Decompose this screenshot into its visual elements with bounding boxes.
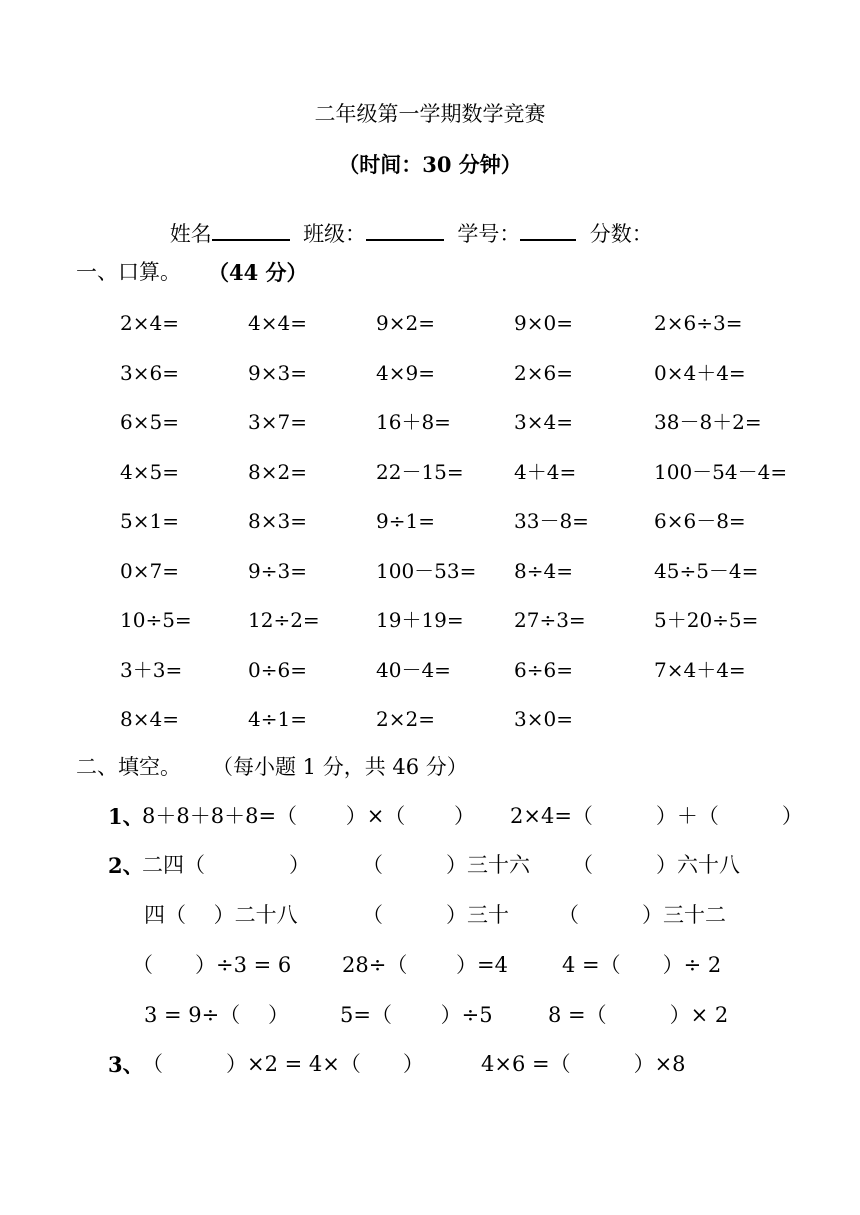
oral-calc-row	[0, 313, 860, 339]
oral-calc-item: 100－54－4=	[654, 460, 788, 484]
oral-calc-item: 4×9=	[376, 361, 435, 385]
student-info-line	[143, 203, 653, 266]
page-title: 二年级第一学期数学竞赛	[314, 102, 546, 126]
class-blank[interactable]	[366, 238, 444, 241]
section1-points: （44 分）	[208, 260, 308, 285]
q2-line2-item: （ ）三十二	[558, 903, 726, 927]
number-label: 学号：	[457, 222, 521, 246]
oral-calc-item: 33－8=	[514, 509, 589, 533]
name-blank[interactable]	[212, 238, 290, 241]
oral-calc-item: 2×6÷3=	[654, 311, 743, 335]
oral-calc-item: 9÷1=	[376, 509, 435, 533]
section2-points: （每小题 1 分，共 46 分）	[212, 755, 468, 779]
oral-calc-item: 45÷5－4=	[654, 559, 759, 583]
oral-calc-item: 2×6=	[514, 361, 573, 385]
q3-number: 3、	[108, 1052, 144, 1077]
oral-calc-item: 4×5=	[120, 460, 179, 484]
oral-calc-item: 22－15=	[376, 460, 464, 484]
oral-calc-row	[0, 462, 860, 488]
section1-heading: 一、口算。	[76, 260, 181, 284]
oral-calc-row	[0, 610, 860, 636]
oral-calc-row	[0, 709, 860, 735]
oral-calc-item: 19＋19=	[376, 608, 464, 632]
oral-calc-item: 3＋3=	[120, 658, 183, 682]
q2-line3-item: 28÷（ ）=4	[342, 953, 508, 977]
name-label: 姓名	[169, 222, 212, 246]
q1-part-a: 8＋8＋8＋8=（ ）×（ ）	[142, 804, 475, 828]
oral-calc-item: 3×0=	[514, 707, 573, 731]
score-label: 分数：	[589, 222, 653, 246]
time-limit: （时间：30 分钟）	[338, 152, 522, 177]
oral-calc-item: 2×4=	[120, 311, 179, 335]
oral-calc-item: 38－8＋2=	[654, 410, 762, 434]
oral-calc-item: 6×5=	[120, 410, 179, 434]
oral-calc-row	[0, 363, 860, 389]
oral-calc-item: 8÷4=	[514, 559, 573, 583]
oral-calc-item: 3×4=	[514, 410, 573, 434]
oral-calc-item: 7×4＋4=	[654, 658, 746, 682]
q2-line4-item: 5=（ ）÷5	[340, 1003, 493, 1027]
oral-calc-item: 4÷1=	[248, 707, 307, 731]
oral-calc-row	[0, 660, 860, 686]
oral-calc-item: 3×7=	[248, 410, 307, 434]
section2-heading: 二、填空。	[76, 755, 181, 779]
oral-calc-item: 6÷6=	[514, 658, 573, 682]
q2-line1-item: （ ）六十八	[572, 853, 740, 877]
oral-calc-item: 6×6－8=	[654, 509, 746, 533]
q2-number: 2、	[108, 853, 144, 878]
class-label: 班级：	[303, 222, 367, 246]
q2-line2-item: 四（ ）二十八	[144, 903, 298, 927]
oral-calc-item: 40－4=	[376, 658, 451, 682]
oral-calc-item: 27÷3=	[514, 608, 586, 632]
oral-calc-item: 100－53=	[376, 559, 477, 583]
oral-calc-item: 0×4＋4=	[654, 361, 746, 385]
number-blank[interactable]	[520, 238, 576, 241]
oral-calc-item: 8×4=	[120, 707, 179, 731]
oral-calc-item: 5＋20÷5=	[654, 608, 759, 632]
q3-part-b: 4×6 =（ ）×8	[481, 1052, 686, 1076]
oral-calc-item: 9×0=	[514, 311, 573, 335]
q2-line1-item: 二四（ ）	[142, 853, 310, 877]
q2-line1-item: （ ）三十六	[362, 853, 530, 877]
oral-calc-row	[0, 511, 860, 537]
q3-part-a: （ ）×2 = 4×（ ）	[142, 1052, 424, 1076]
oral-calc-item: 3×6=	[120, 361, 179, 385]
oral-calc-item: 16＋8=	[376, 410, 451, 434]
oral-calc-item: 10÷5=	[120, 608, 192, 632]
q2-line3-item: （ ）÷3 = 6	[132, 953, 292, 977]
oral-calc-item: 9×2=	[376, 311, 435, 335]
oral-calc-item: 2×2=	[376, 707, 435, 731]
q2-line3-item: 4 =（ ）÷ 2	[562, 953, 722, 977]
q1-part-b: 2×4=（ ）＋（ ）	[510, 804, 803, 828]
oral-calc-item: 8×3=	[248, 509, 307, 533]
q1-number: 1、	[108, 804, 144, 829]
oral-calc-item: 4×4=	[248, 311, 307, 335]
q2-line4-item: 3 = 9÷（ ）	[144, 1003, 289, 1027]
q2-line2-item: （ ）三十	[362, 903, 509, 927]
oral-calc-item: 8×2=	[248, 460, 307, 484]
oral-calc-item: 9×3=	[248, 361, 307, 385]
oral-calc-item: 12÷2=	[248, 608, 320, 632]
oral-calc-item: 5×1=	[120, 509, 179, 533]
oral-calc-item: 0÷6=	[248, 658, 307, 682]
q2-line4-item: 8 =（ ）× 2	[548, 1003, 729, 1027]
oral-calc-item: 0×7=	[120, 559, 179, 583]
oral-calc-row	[0, 412, 860, 438]
oral-calc-row	[0, 561, 860, 587]
oral-calc-item: 4＋4=	[514, 460, 577, 484]
oral-calc-item: 9÷3=	[248, 559, 307, 583]
